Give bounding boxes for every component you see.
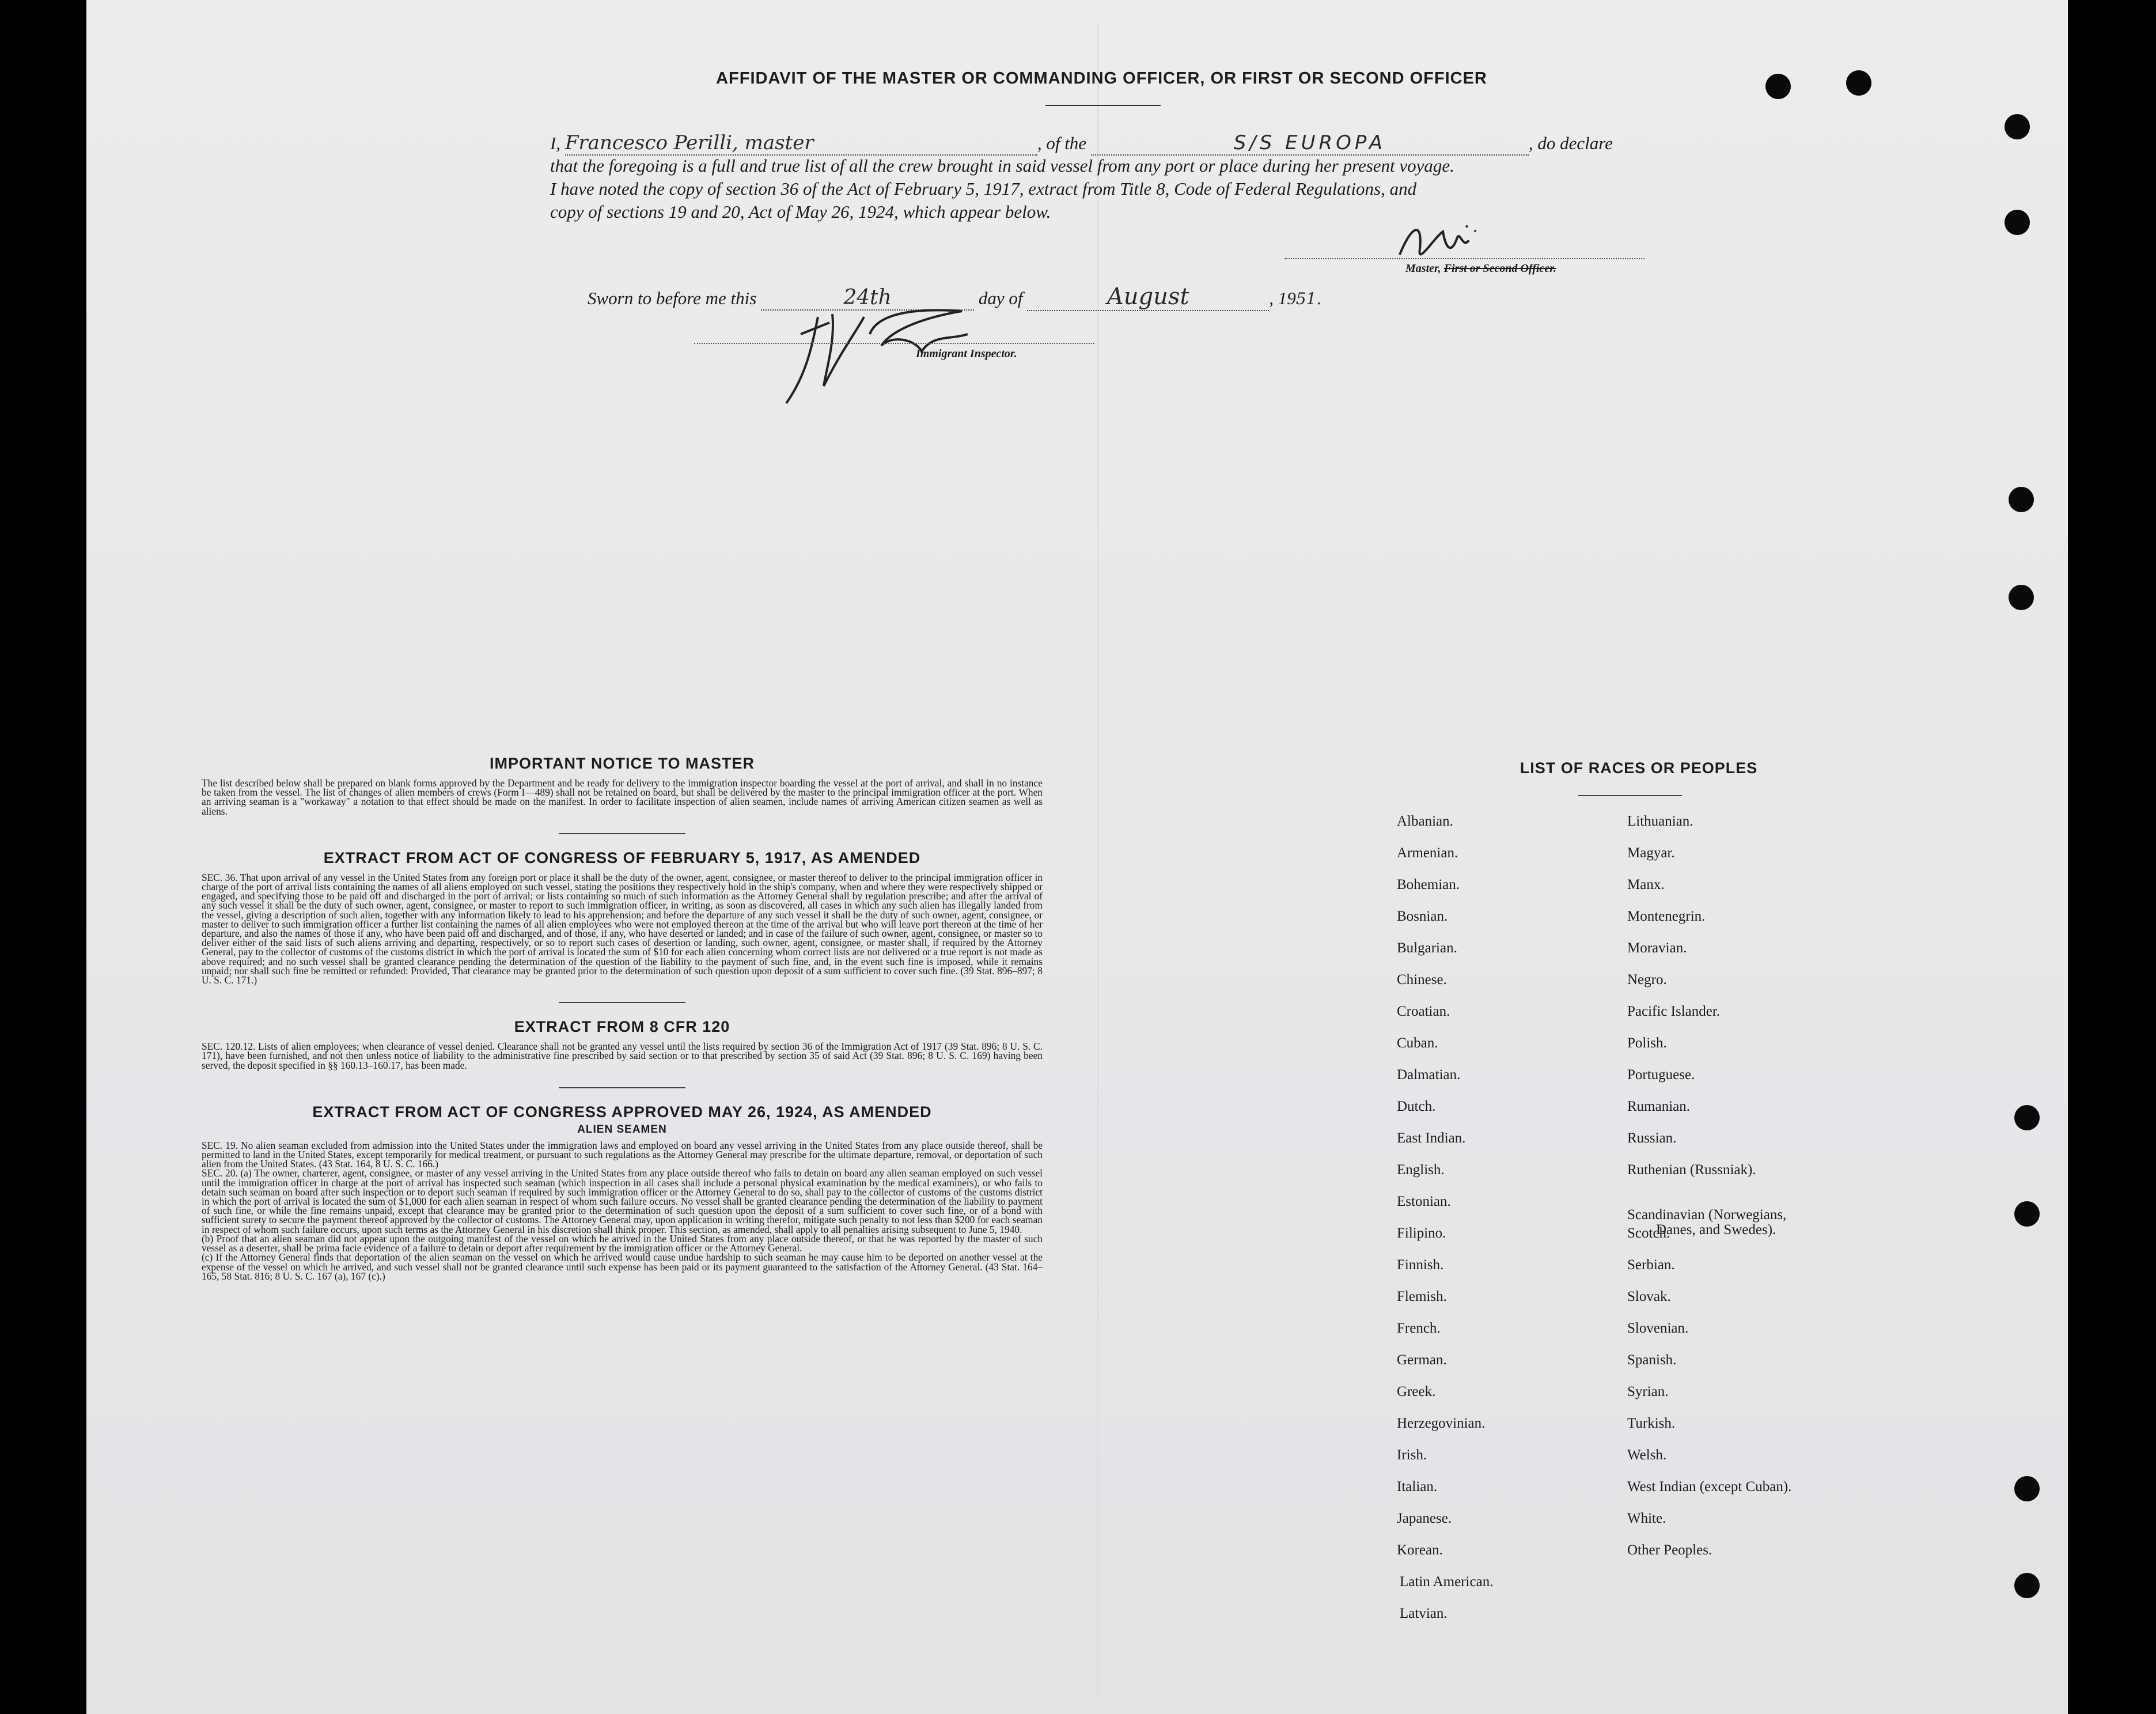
race-item: Dutch.	[1397, 1099, 1436, 1114]
race-item: Welsh.	[1627, 1447, 1667, 1463]
race-item: Croatian.	[1397, 1004, 1450, 1019]
sec20a-body: SEC. 20. (a) The owner, charterer, agent, consignee, or master of any vessel arriving in the United States from any place outside thereof who fails to detain on board any alien seaman employed on such vessel until the immigration officer in charge at the port of arrival has inspected such seaman (which inspection in all cases shall include a personal physical examination by the medical examiners), or who fails to detain such seaman on board after such inspection or to deport such seaman if required by such immigration officer or the Attorney General to do so, shall pay to the collector of customs of the customs district in which the port of arrival is located the sum of $1,000 for each alien seaman in respect of whom such failure occurs. No vessel shall be granted clearance pending the determination of the liability to payment of such fine, or while the fine remains unpaid, except that clearance may be granted prior to the determination of such question upon the deposit of a sum sufficient to cover such fine, or of a bond with sufficient surety to secure the payment thereof approved by the collector of customs. The Attorney General may, upon application in writing therefor, mitigate such penalty to not less than $200 for each seaman in respect of whom such failure occurs, upon such terms as the Attorney General in his discretion shall think proper. This section, as amended, shall apply to all penalties arising subsequent to June 5, 1940.	[202, 1167, 1043, 1235]
race-item: Slovak.	[1627, 1289, 1671, 1304]
race-item: Portuguese.	[1627, 1067, 1695, 1083]
sec19-body: SEC. 19. No alien seaman excluded from admission into the United States under the immigration laws and employed on board any vessel arriving in the United States from any place outside thereof, shall be permitted to land in the United States, except temporarily for medical treatment, or pursuant to such regulations as the Attorney General may prescribe for the ultimate departure, removal, or deportation of such alien from the United States. (43 Stat. 164, 8 U. S. C. 166.)	[202, 1139, 1043, 1170]
race-item: Latin American.	[1400, 1574, 1494, 1590]
race-item: East Indian.	[1397, 1130, 1466, 1146]
affidavit-prefix: I,	[550, 133, 561, 153]
punch-hole	[1846, 70, 1871, 96]
punch-hole	[2014, 1573, 2040, 1598]
race-item: Syrian.	[1627, 1384, 1669, 1399]
declarant-name: Francesco Perilli, master	[565, 131, 1037, 156]
inspector-label: Immigrant Inspector.	[916, 347, 1017, 360]
title-rule	[1045, 105, 1161, 106]
sworn-year: 51.	[1295, 289, 1322, 308]
sworn-month: August	[1027, 283, 1269, 311]
race-item: Bohemian.	[1397, 877, 1460, 892]
punch-hole	[2014, 1476, 2040, 1501]
race-item: Irish.	[1397, 1447, 1427, 1463]
legal-notices	[202, 755, 1043, 1281]
race-item: Serbian.	[1627, 1257, 1675, 1273]
affidavit-line-4: copy of sections 19 and 20, Act of May 26, 1924, which appear below.	[550, 202, 1051, 222]
race-item: White.	[1627, 1511, 1666, 1526]
punch-hole	[2005, 114, 2030, 139]
race-item: Armenian.	[1397, 845, 1458, 861]
race-item: Albanian.	[1397, 814, 1453, 829]
races-title-rule	[1578, 795, 1682, 796]
race-item: Magyar.	[1627, 845, 1675, 861]
punch-hole	[2014, 1105, 2040, 1130]
race-item: Rumanian.	[1627, 1099, 1691, 1114]
race-item: Ruthenian (Russniak).	[1627, 1162, 1756, 1178]
of-the-text: , of the	[1037, 133, 1087, 153]
day-of-text: day of	[978, 288, 1023, 308]
affidavit-line-1	[550, 131, 1645, 156]
master-signature-line	[1284, 258, 1645, 259]
race-item: Spanish.	[1627, 1352, 1677, 1368]
race-item: Finnish.	[1397, 1257, 1444, 1273]
sec20c-body: (c) If the Attorney General finds that deportation of the alien seaman on the vessel on which he arrived would cause undue hardship to such seaman he may cause him to be deported on another vessel at the expense of the vessel on which he arrived, and such vessel shall not be granted clearance until such expense has been paid or its payment guaranteed to the satisfaction of the Attorney General. (43 Stat. 164–165, 58 Stat. 816; 8 U. S. C. 167 (a), 167 (c).)	[202, 1251, 1043, 1282]
race-item: Other Peoples.	[1627, 1542, 1712, 1558]
race-item: Scotch.	[1627, 1225, 1670, 1241]
race-item: Estonian.	[1397, 1194, 1451, 1209]
extract-1924-title: EXTRACT FROM ACT OF CONGRESS APPROVED MAY 26, 1924, AS AMENDED	[312, 1103, 932, 1121]
affidavit-title: AFFIDAVIT OF THE MASTER OR COMMANDING OFFICER, OR FIRST OR SECOND OFFICER	[716, 69, 1487, 88]
race-item: Moravian.	[1627, 940, 1687, 956]
punch-hole	[2005, 210, 2030, 235]
race-item: Korean.	[1397, 1542, 1443, 1558]
race-item: French.	[1397, 1321, 1441, 1336]
race-item: English.	[1397, 1162, 1445, 1178]
extract-cfr-title: EXTRACT FROM 8 CFR 120	[514, 1018, 730, 1036]
race-item: Latvian.	[1400, 1606, 1448, 1621]
punch-hole	[2009, 487, 2034, 512]
race-item: Filipino.	[1397, 1225, 1446, 1241]
races-title: LIST OF RACES OR PEOPLES	[1520, 759, 1758, 777]
race-item: Scandinavian (Norwegians,	[1627, 1207, 1787, 1223]
affidavit-line-2: that the foregoing is a full and true list of all the crew brought in said vessel from any port or place during her present voyage.	[550, 156, 1454, 176]
punch-hole	[2009, 585, 2034, 610]
notice-title: IMPORTANT NOTICE TO MASTER	[490, 755, 755, 772]
race-item: Danes, and Swedes).	[1656, 1222, 1776, 1238]
race-item: West Indian (except Cuban).	[1627, 1479, 1792, 1494]
race-item: Montenegrin.	[1627, 909, 1706, 924]
race-item: Chinese.	[1397, 972, 1447, 987]
officer-label-struck: First or Second Officer.	[1443, 262, 1556, 275]
inspector-signature-line	[694, 343, 1094, 344]
alien-seamen-subtitle: ALIEN SEAMEN	[577, 1123, 667, 1136]
race-item: Japanese.	[1397, 1511, 1452, 1526]
affidavit-line-3: I have noted the copy of section 36 of the Act of February 5, 1917, extract from Title 8, Code of Federal Regulations, and	[550, 179, 1417, 199]
race-item: Cuban.	[1397, 1035, 1438, 1051]
race-item: Bulgarian.	[1397, 940, 1457, 956]
race-item: Slovenian.	[1627, 1321, 1689, 1336]
extract-1917-body: SEC. 36. That upon arrival of any vessel in the United States from any foreign port or place it shall be the duty of the owner, agent, consignee, or master thereof to deliver to the principal immigration officer in charge of the port of arrival lists containing the names of all aliens employed on such vessel, stating the positions they respectively hold in the ship's company, when and where they were respectively shipped or engaged, and specifying those to be paid off and discharged in the port of arrival; or lists containing so much of such information as the Attorney General shall by regulation prescribe; and after the arrival of any such vessel it shall be the duty of such owner, agent, consignee, or master to report to such immigration officer, in writing, as soon as discovered, all cases in which any such alien has illegally landed from the vessel, giving a description of such alien, together with any information likely to lead to his apprehension; and before the departure of any such vessel it shall be the duty of such owner, agent, consignee, or master to deliver to such immigration officer a further list containing the names of all alien employees who were not employed thereon at the time of the arrival but who will leave port thereon at the time of her departure, and also the names of those if any, who have been paid off and discharged, and of those, if any, who have deserted or landed; and in case of the failure of such owner, agent, consignee, or master so to deliver either of the said lists of such aliens arriving and departing, respectively, or so to report such cases of desertion or landing, such owner, agent, consignee, or master shall, if required by the Attorney General, pay to the collector of customs of the customs district in which the port of arrival is located the sum of $10 for each alien concerning whom correct lists are not delivered or a true report is not made as above required; and no such vessel shall be granted clearance pending the determination of the question of the liability to the payment of such fine, and, in the event such fine is imposed, while it remains unpaid; nor shall such fine be remitted or refunded: Provided, That clearance may be granted prior to the determination of such question upon deposit of a sum sufficient to cover such fine. (39 Stat. 896–897; 8 U. S. C. 171.)	[202, 871, 1043, 986]
race-item: Manx.	[1627, 877, 1665, 892]
notice-body: The list described below shall be prepared on blank forms approved by the Department and be ready for delivery to the immigration inspector boarding the vessel at the port of arrival, and shall in no instance be taken from the vessel. The list of changes of alien members of crews (Form I—489) shall not be retained on board, but shall be delivered by the master to the principal immigration officer at the port. When an arriving seaman is a "workaway" a notation to that effect should be made on the manifest. In order to facilitate inspection of alien seamen, include names of arriving American citizen seamen as well as aliens.	[202, 777, 1043, 817]
race-item: Pacific Islander.	[1627, 1004, 1721, 1019]
master-label: Master,	[1405, 262, 1441, 275]
section-divider	[559, 1002, 685, 1003]
section-divider	[559, 1087, 685, 1088]
signature-caption	[1405, 262, 1556, 275]
race-item: Herzegovinian.	[1397, 1416, 1486, 1431]
sworn-prefix: Sworn to before me this	[588, 288, 757, 308]
race-item: Dalmatian.	[1397, 1067, 1461, 1083]
extract-1917-title: EXTRACT FROM ACT OF CONGRESS OF FEBRUARY 5, 1917, AS AMENDED	[323, 849, 921, 867]
race-item: German.	[1397, 1352, 1447, 1368]
sworn-day: 24th	[761, 286, 974, 311]
race-item: Bosnian.	[1397, 909, 1448, 924]
race-item: Greek.	[1397, 1384, 1436, 1399]
race-item: Italian.	[1397, 1479, 1438, 1494]
race-item: Flemish.	[1397, 1289, 1447, 1304]
punch-hole	[1765, 74, 1791, 99]
section-divider	[559, 833, 685, 834]
race-item: Negro.	[1627, 972, 1667, 987]
race-item: Lithuanian.	[1627, 814, 1693, 829]
punch-hole	[2014, 1201, 2040, 1227]
sec20b-body: (b) Proof that an alien seaman did not appear upon the outgoing manifest of the vessel on which he arrived in the United States from any place outside thereof, or that he was reported by the master of such vessel as a deserter, shall be prima facie evidence of a failure to detain or deport after requirement by the immigration officer or the Attorney General.	[202, 1232, 1043, 1254]
sworn-line	[588, 283, 1452, 311]
declare-text: , do declare	[1528, 133, 1613, 153]
vessel-name: S/S EUROPA	[1091, 131, 1529, 156]
page-fold	[1097, 23, 1098, 1694]
extract-cfr-body: SEC. 120.12. Lists of alien employees; when clearance of vessel denied. Clearance shall not be granted any vessel until the lists required by section 36 of the Immigration Act of 1917 (39 Stat. 896; 8 U. S. C. 171), have been furnished, and not then unless notice of liability to the administrative fine prescribed by said section or to that prescribed by section 35 of said Act (39 Stat. 896; 8 U. S. C. 169) having been served, the deposit specified in §§ 160.13–160.17, has been made.	[202, 1040, 1043, 1071]
year-prefix: , 19	[1269, 288, 1296, 308]
race-item: Russian.	[1627, 1130, 1677, 1146]
race-item: Turkish.	[1627, 1416, 1676, 1431]
race-item: Polish.	[1627, 1035, 1667, 1051]
